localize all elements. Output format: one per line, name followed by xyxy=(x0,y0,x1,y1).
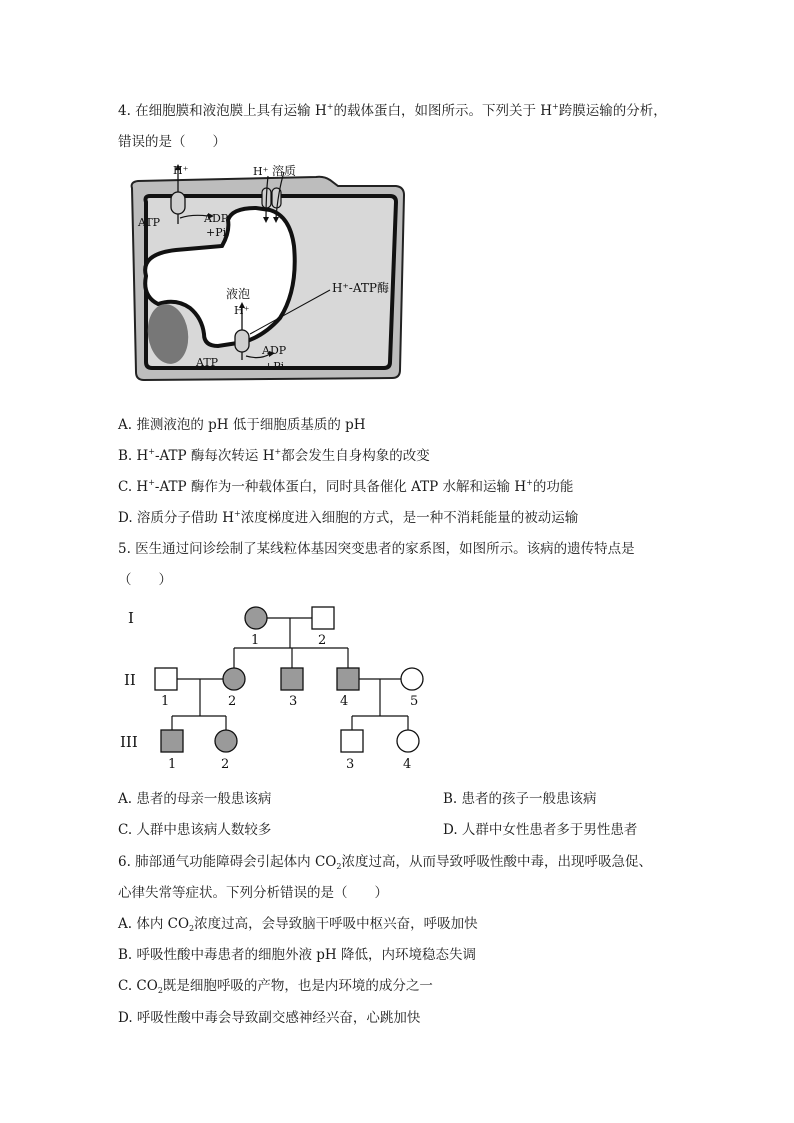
superscript-plus: + xyxy=(326,102,334,111)
pedigree-affected-female xyxy=(223,668,245,690)
generation-label-1: I xyxy=(128,609,134,627)
pedigree-unaffected-male xyxy=(155,668,177,690)
pedigree-affected-male xyxy=(161,730,183,752)
q6-stem-line1 xyxy=(118,853,652,871)
pedigree-unaffected-male xyxy=(312,607,334,629)
q4-option-a: A. 推测液泡的 pH 低于细胞质基质的 pH xyxy=(118,417,366,433)
q6-option-a-text-2: 浓度过高，会导致脑干呼吸中枢兴奋，呼吸加快 xyxy=(194,916,478,932)
superscript-plus: + xyxy=(234,509,241,518)
h-plus-label-vacuole: H⁺ xyxy=(234,304,250,317)
pedigree-unaffected-male xyxy=(341,730,363,752)
adp-label-bottom: ADP xyxy=(262,344,287,357)
cell-diagram xyxy=(118,158,408,386)
q6-option-d: D. 呼吸性酸中毒会导致副交感神经兴奋，心跳加快 xyxy=(118,1010,421,1026)
individual-number: 5 xyxy=(410,694,419,709)
q4-stem-text-3: 跨膜运输的分析， xyxy=(558,103,667,119)
pi-label-bottom: +Pi xyxy=(264,360,285,373)
q4-stem-line1 xyxy=(118,102,667,120)
q4-stem-text-2: 的载体蛋白，如图所示。下列关于 H xyxy=(333,103,553,119)
q5-stem-line1: 5. 医生通过问诊绘制了某线粒体基因突变患者的家系图，如图所示。该病的遗传特点是 xyxy=(118,541,635,557)
pi-label-top: +Pi xyxy=(206,226,227,239)
q4-option-d-text-2: 浓度梯度进入细胞的方式，是一种不消耗能量的被动运输 xyxy=(240,510,579,526)
q6-stem-line2: 心律失常等症状。下列分析错误的是（ ） xyxy=(118,885,388,901)
q4-stem-line2: 错误的是（ ） xyxy=(118,134,226,150)
atp-label-top: ATP xyxy=(138,216,161,229)
individual-number: 2 xyxy=(221,757,230,772)
q6-option-b: B. 呼吸性酸中毒患者的细胞外液 pH 降低，内环境稳态失调 xyxy=(118,947,476,963)
q4-option-d-text-1: D. 溶质分子借助 H xyxy=(118,510,234,526)
generation-label-2: II xyxy=(124,671,136,689)
q5-option-d: D. 人群中女性患者多于男性患者 xyxy=(443,822,638,838)
q4-option-d xyxy=(118,509,578,527)
pedigree-affected-female xyxy=(245,607,267,629)
subscript-2: 2 xyxy=(189,924,195,933)
superscript-plus: + xyxy=(148,478,155,487)
q4-option-c-text-3: 的功能 xyxy=(532,479,574,495)
subscript-2: 2 xyxy=(157,986,163,995)
q6-option-a xyxy=(118,915,478,933)
individual-number: 3 xyxy=(346,757,355,772)
q6-stem-text-1: 6. 肺部通气功能障碍会引起体内 CO xyxy=(118,854,337,870)
vacuole-label: 液泡 xyxy=(226,287,251,301)
q6-stem-text-2: 浓度过高，从而导致呼吸性酸中毒，出现呼吸急促、 xyxy=(341,854,652,870)
superscript-plus: + xyxy=(526,478,533,487)
q4-option-b-text-1: B. H xyxy=(118,448,149,464)
h-plus-label-cotransporter: H⁺ xyxy=(253,165,269,178)
individual-number: 1 xyxy=(168,757,177,772)
individual-number: 3 xyxy=(289,694,298,709)
individual-number: 1 xyxy=(161,694,170,709)
superscript-plus: + xyxy=(274,447,282,456)
q5-option-c: C. 人群中患该病人数较多 xyxy=(118,822,272,838)
pedigree-affected-male xyxy=(281,668,303,690)
solute-label: 溶质 xyxy=(272,164,297,178)
q6-option-c-text-1: C. CO xyxy=(118,978,158,994)
q4-option-c-text-2: -ATP 酶作为一种载体蛋白，同时具备催化 ATP 水解和运输 H xyxy=(154,479,527,495)
q5-stem-line2: （ ） xyxy=(118,572,172,588)
q5-option-b: B. 患者的孩子一般患该病 xyxy=(443,791,597,807)
pedigree-affected-male xyxy=(337,668,359,690)
adp-label-top: ADP xyxy=(204,212,229,225)
q6-option-c xyxy=(118,977,433,995)
superscript-plus: + xyxy=(552,102,559,111)
pedigree-unaffected-female xyxy=(397,730,419,752)
pedigree-affected-female xyxy=(215,730,237,752)
q6-option-c-text-2: 既是细胞呼吸的产物，也是内环境的成分之一 xyxy=(162,978,433,994)
q4-option-c-text-1: C. H xyxy=(118,479,149,495)
subscript-2: 2 xyxy=(336,862,342,871)
individual-number: 2 xyxy=(228,694,237,709)
individual-number: 2 xyxy=(318,633,327,648)
individual-number: 4 xyxy=(403,757,412,772)
q4-stem-text-1: 4. 在细胞膜和液泡膜上具有运输 H xyxy=(118,103,327,119)
enzyme-label: H⁺-ATP酶 xyxy=(332,281,389,295)
q6-option-a-text-1: A. 体内 CO xyxy=(118,916,190,932)
q4-option-b-text-2: -ATP 酶每次转运 H xyxy=(154,448,275,464)
atp-label-bottom: ATP xyxy=(196,356,219,369)
individual-number: 1 xyxy=(251,633,260,648)
generation-label-3: III xyxy=(120,733,138,751)
q4-option-b-text-3: 都会发生自身构象的改变 xyxy=(281,448,430,464)
q5-option-a: A. 患者的母亲一般患该病 xyxy=(118,791,272,807)
individual-number: 4 xyxy=(340,694,349,709)
superscript-plus: + xyxy=(148,447,155,456)
pedigree-chart xyxy=(118,598,438,776)
q4-option-b xyxy=(118,447,430,465)
pedigree-unaffected-female xyxy=(401,668,423,690)
q4-option-c xyxy=(118,478,573,496)
h-plus-label-top: H⁺ xyxy=(173,164,189,177)
